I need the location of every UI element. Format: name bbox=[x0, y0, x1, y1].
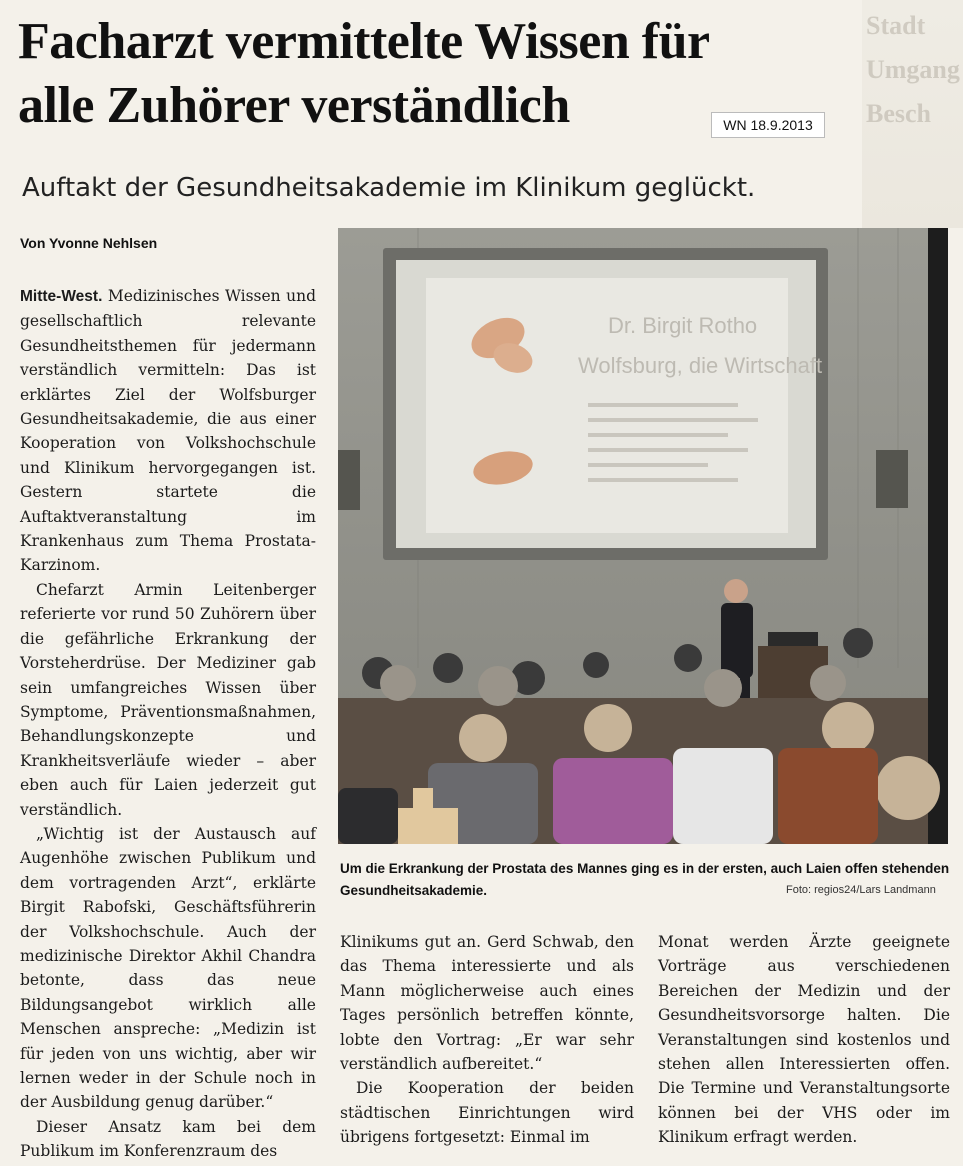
paragraph-text: Chefarzt Armin Leitenberger referierte vor rund 50 Zuhörern über die gefährliche Erkrankung der Vorsteherdrüse. Der Mediziner gab sein umfangreiches Wissen über Symptome, Präventionsmaßnahmen, Behandlungskonzepte und Krankheitsverläufe wieder – aber eben auch für Laien jederzeit gut verständlich. bbox=[20, 580, 316, 819]
byline: Von Yvonne Nehlsen bbox=[20, 235, 158, 251]
paragraph-text: „Wichtig ist der Austausch auf Augenhöhe zwischen Publikum und dem vortragenden Arzt“, erklärte Birgit Rabofski, Geschäftsführerin der Volkshochschule. Auch der medizinische Direktor Akhil Chandra betonte, dass das neue Bildungsangebot wirklich alle Menschen anspreche: „Medizin ist für jeden von uns wichtig, aber wir lernen weder in der Schule noch in der Ausbildung genug darüber.“ bbox=[20, 824, 316, 1112]
article-column-3 bbox=[658, 930, 950, 1150]
paragraph-text: Dieser Ansatz kam bei dem Publikum im Konferenzraum des bbox=[20, 1117, 316, 1161]
subheadline: Auftakt der Gesundheitsakademie im Klinikum geglückt. bbox=[22, 173, 756, 203]
paragraph-text: Medizinisches Wissen und gesellschaftlich relevante Gesundheitsthemen für jedermann verständlich vermitteln: Das ist erklärtes Ziel der Wolfsburger Gesundheitsakademie, die aus einer Kooperation von Volkshochschule und Klinikum hervorgegangen ist. Gestern startete die Auftaktveranstaltung im Krankenhaus zum Thema Prostata-Karzinom. bbox=[20, 287, 316, 575]
paragraph-text: Klinikums gut an. Gerd Schwab, den das Thema interessierte und als Mann möglicherweise auch eines Tages persönlich betreffen könnte, lobte den Vortrag: „Er war sehr verständlich aufbereitet.“ bbox=[340, 933, 634, 1074]
headline-line-2: alle Zuhörer verständlich bbox=[18, 77, 570, 134]
source-date-stamp: WN 18.9.2013 bbox=[711, 112, 825, 138]
paragraph bbox=[340, 1076, 634, 1149]
headline bbox=[18, 10, 710, 138]
slide-title-2: Wolfsburg, die Wirtschaft bbox=[578, 353, 823, 378]
paragraph-text: Die Kooperation der beiden städtischen Einrichtungen wird übrigens fortgesetzt: Einmal im bbox=[340, 1079, 634, 1147]
slide-title-1: Dr. Birgit Rotho bbox=[608, 313, 758, 338]
paragraph bbox=[20, 284, 316, 578]
paragraph bbox=[20, 822, 316, 1115]
article-column-2 bbox=[340, 930, 634, 1150]
paragraph bbox=[20, 578, 316, 822]
right-margin-text: Stadt Umgang Besch bbox=[866, 11, 960, 128]
paragraph bbox=[20, 1115, 316, 1164]
photo-credit: Foto: regios24/Lars Landmann bbox=[786, 884, 936, 896]
dateline: Mitte-West. bbox=[20, 288, 103, 305]
lecture-photo bbox=[338, 228, 948, 844]
photo-caption: Um die Erkrankung der Prostata des Mannes ging es in der ersten, auch Laien offen stehenden Gesundheitsakademie. bbox=[340, 861, 950, 898]
paragraph bbox=[658, 930, 950, 1150]
lecture-photo-illustration bbox=[338, 228, 948, 844]
article-column-1 bbox=[20, 284, 316, 1164]
paragraph-text: Monat werden Ärzte geeignete Vorträge aus verschiedenen Bereichen der Medizin und der Gesundheitsvorsorge halten. Die Veranstaltungen sind kostenlos und stehen allen Interessierten offen. Die Termine und Veranstaltungsorte können bei der VHS oder im Klinikum erfragt werden. bbox=[658, 933, 950, 1147]
paragraph bbox=[340, 930, 634, 1076]
headline-line-1: Facharzt vermittelte Wissen für bbox=[18, 13, 710, 70]
